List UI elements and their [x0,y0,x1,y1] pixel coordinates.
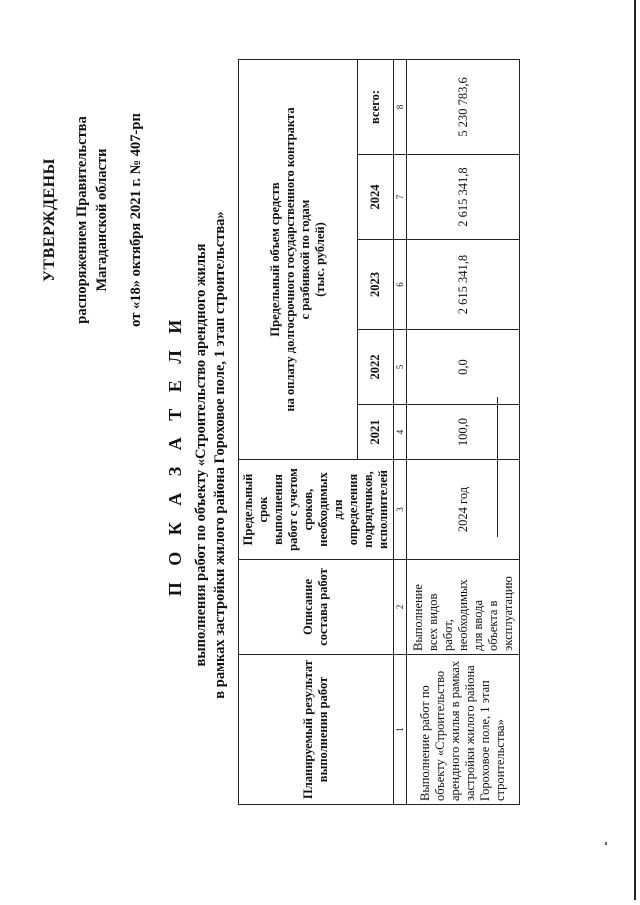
heading-line-2: в рамках застройки жилого района Гороховое поле, 1 этап строительства» [212,211,228,699]
funding-line-1: Предельный объем средств [267,182,282,337]
header-deadline: Предельный срок выполнения работ с учетом сроков, необходимых для определения подрядчиков, исполнителей [239,460,394,560]
page-edge-line [634,0,636,900]
cell-deadline: 2024 год [407,460,520,560]
header-total: всего: [357,59,393,154]
funding-line-4: (тыс. рублей) [312,222,327,297]
approval-line-1: распоряжением Правительства [74,116,90,324]
funding-line-3: с разбивкой по годам [297,199,312,320]
indicators-table [238,59,520,805]
scan-speck [605,842,607,845]
cell-2021: 100,0 [407,405,520,460]
column-number-row [394,59,407,804]
header-year-2023: 2023 [357,240,393,330]
funding-line-2: на оплату долгосрочного государственного контракта [282,107,297,412]
cell-total: 5 230 783,6 [407,59,520,154]
column-number: 2 [394,560,407,655]
header-year-2024: 2024 [357,155,393,240]
approval-line-3: от «18» октября 2021 г. № 407-рп [128,113,144,327]
column-number: 8 [394,59,407,154]
heading-title: П О К А З А Т Е Л И [165,313,185,597]
cell-work-description: Выполнение всех видов работ, необходимых для ввода объекта в эксплуатацию [407,560,520,655]
cell-2022: 0,0 [407,330,520,405]
column-number: 7 [394,155,407,240]
cell-planned-result: Выполнение работ по объекту «Строительство арендного жилья в рамках застройки жилого района Гороховое поле, 1 этап строительства» [407,655,520,805]
header-planned-result: Планируемый результат выполнения работ [239,655,394,805]
header-year-2021: 2021 [357,405,393,460]
column-number: 3 [394,460,407,560]
approval-title: УТВЕРЖДЕНЫ [41,158,58,282]
approval-block [40,55,146,385]
column-number: 4 [394,405,407,460]
document-heading [165,175,230,735]
cell-2024: 2 615 341,8 [407,155,520,240]
column-number: 1 [394,655,407,805]
table-header-row [239,59,358,804]
header-year-2022: 2022 [357,330,393,405]
column-number: 6 [394,240,407,330]
signature-divider [497,397,498,537]
column-number: 5 [394,330,407,405]
header-work-description: Описание состава работ [239,560,394,655]
heading-line-1: выполнения работ по объекту «Строительство арендного жилья [193,243,209,667]
header-funding-group [239,59,358,459]
table-row [407,59,520,804]
cell-2023: 2 615 341,8 [407,240,520,330]
approval-line-2: Магаданской области [94,148,110,292]
